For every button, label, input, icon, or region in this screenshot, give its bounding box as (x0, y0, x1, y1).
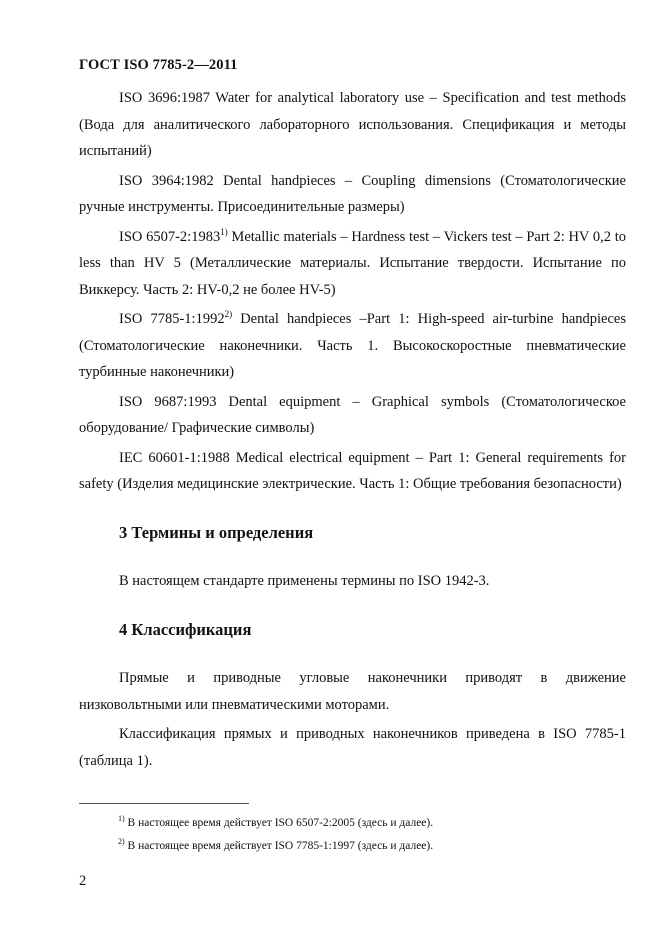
footnote-2 (118, 837, 434, 852)
section-4-paragraph: Классификация прямых и приводных наконечников приведена в ISO 7785-1 (таблица 1). (79, 726, 626, 769)
footnote-separator (79, 803, 249, 804)
reference-iso-9687: ISO 9687:1993 Dental equipment – Graphical symbols (Стоматологическое оборудование/ Графические символы) (79, 393, 626, 436)
footnote-mark-1: 1) (220, 226, 228, 237)
footnote-1-mark: 1) (118, 814, 125, 823)
footnote-mark-2: 2) (224, 309, 233, 319)
section-3-text: В настоящем стандарте применены термины по ISO 1942-3. (119, 573, 490, 589)
reference-iso-7785-1-title: Dental handpieces –Part 1: High-speed air-turbine handpieces (Стоматологические наконечники. Часть 1. Высокоскоростные пневматические турбинные наконечники) (79, 311, 626, 380)
reference-iso-6507-2-code: ISO 6507-2:1983 (119, 228, 221, 245)
reference-iso-6507-2 (79, 224, 626, 304)
reference-iso-7785-1-code: ISO 7785-1:1992 (119, 311, 225, 327)
section-4-paragraph: Прямые и приводные угловые наконечники приводят в движение низковольтными или пневматическими моторами. (79, 670, 626, 713)
footnote-2-mark: 2) (118, 837, 125, 846)
footnote-2-text: В настоящее время действует ISO 7785-1:1997 (здесь и далее). (124, 840, 434, 852)
footnote-1 (118, 814, 434, 829)
section-3-heading: 3 Термины и определения (119, 522, 314, 542)
document-header: ГОСТ ISO 7785-2—2011 (79, 57, 238, 73)
reference-iso-6507-2-title: Metallic materials – Hardness test – Vickers test – Part 2: HV 0,2 to less than HV 5 (Металлические материалы. Испытание твердости. Испытание по Виккерсу. Часть 2: HV-0,2 не более HV-5) (79, 228, 626, 298)
reference-iso-3964: ISO 3964:1982 Dental handpieces – Coupling dimensions (Стоматологические ручные инструменты. Присоединительные размеры) (79, 172, 626, 215)
page-number: 2 (79, 873, 87, 889)
section-4-heading: 4 Классификация (119, 619, 252, 639)
reference-iso-3696: ISO 3696:1987 Water for analytical laboratory use – Specification and test methods (Вода для аналитического лабораторного использования. Спецификация и методы испытаний) (79, 90, 626, 159)
reference-iec-60601-1: IEC 60601-1:1988 Medical electrical equipment – Part 1: General requirements for safety (Изделия медицинские электрические. Часть 1: Общие требования безопасности) (79, 449, 626, 492)
footnote-1-text: В настоящее время действует ISO 6507-2:2005 (здесь и далее). (124, 817, 434, 829)
reference-iso-7785-1 (79, 306, 626, 386)
document-body (79, 85, 626, 774)
